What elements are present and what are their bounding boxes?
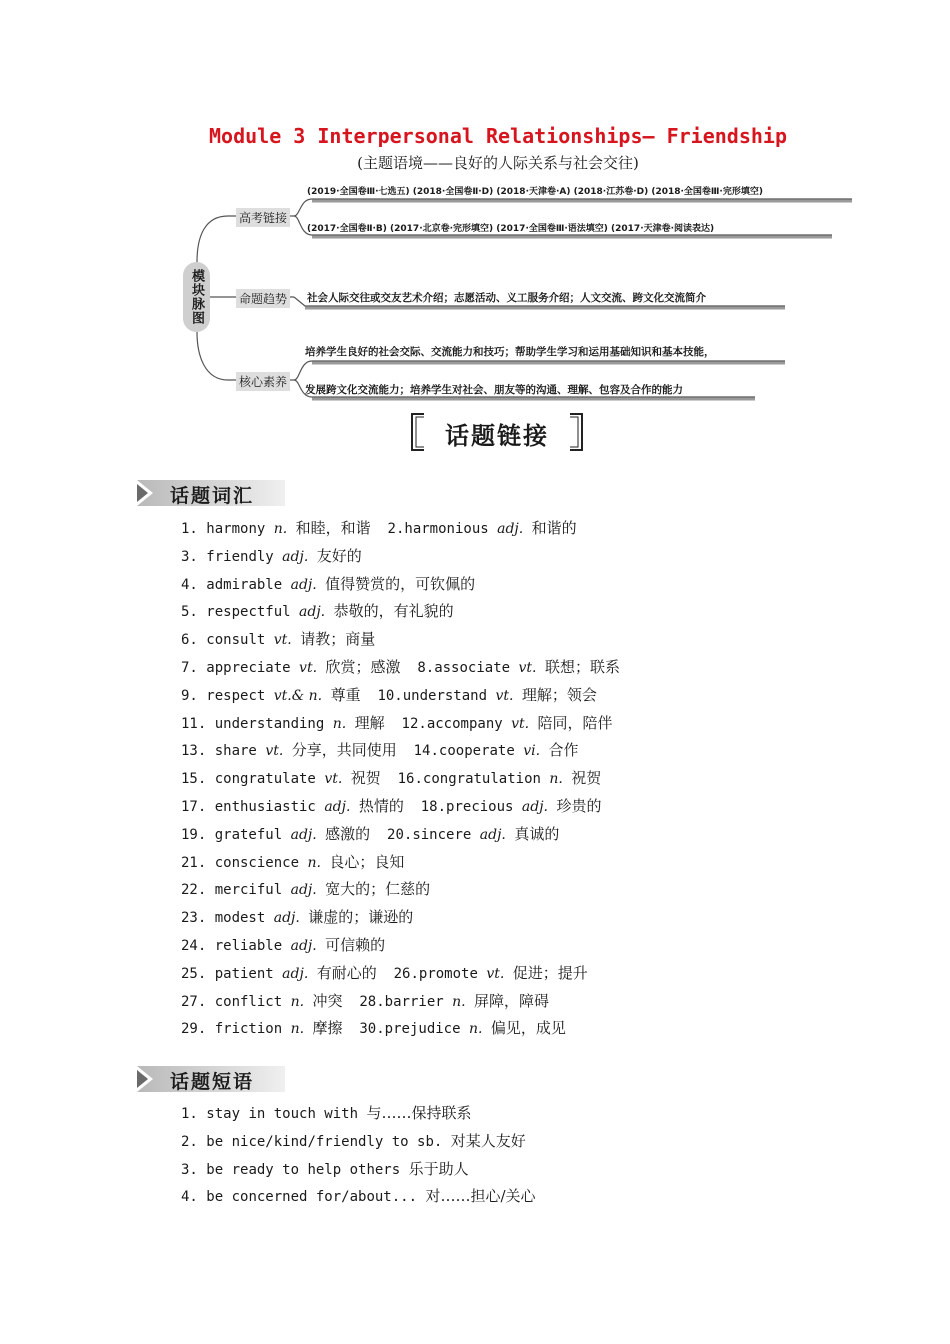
vocab-meaning: 祝贺 [571, 769, 602, 788]
phrase-line [181, 1183, 536, 1211]
vocab-pos: adj. [521, 798, 549, 815]
phrase-line [181, 1128, 536, 1156]
vocab-pos: vt. [511, 715, 530, 732]
vocab-num: 9. [181, 687, 207, 704]
phrase-num: 2. [181, 1133, 207, 1150]
vocab-num: 30. [359, 1021, 385, 1038]
vocab-num: 7. [181, 659, 207, 676]
vocab-meaning: 可信赖的 [325, 935, 386, 954]
phrase-english: be concerned for/about... [206, 1189, 418, 1206]
vocab-num: 5. [181, 604, 207, 621]
vocab-meaning: 联想；联系 [544, 657, 620, 676]
vocab-num: 12. [401, 715, 427, 732]
phrase-num: 4. [181, 1189, 207, 1206]
phrase-english: stay in touch with [206, 1106, 359, 1122]
vocab-pos: adj. [324, 798, 351, 815]
vocab-num: 14. [413, 743, 439, 760]
vocab-pos: n. [452, 993, 466, 1010]
vocab-word: harmony [206, 521, 266, 537]
page-title: Module 3 Interpersonal Relationships— Friendship [209, 124, 787, 148]
vocab-word: grateful [214, 826, 283, 843]
vocab-num: 26. [393, 965, 419, 982]
banner-title: 话题链接 [445, 422, 549, 450]
vocab-meaning: 陪同，陪伴 [537, 713, 613, 732]
vocab-pos: vi. [523, 743, 541, 760]
topic-banner [410, 412, 584, 452]
vocab-pos: vt. [486, 965, 505, 982]
vocab-word: conflict [214, 993, 283, 1010]
vocab-pos: adj. [273, 910, 300, 927]
vocab-pos: n. [273, 521, 288, 537]
vocab-pos: adj. [290, 882, 317, 899]
vocab-pos: vt. [273, 632, 292, 649]
section-header-vocab [137, 480, 285, 506]
page-subtitle: (主题语境——良好的人际关系与社会交往) [357, 154, 639, 172]
vocab-num: 13. [181, 743, 215, 760]
vocab-num: 28. [359, 993, 385, 1010]
vocab-pos: adj. [282, 965, 309, 982]
vocab-meaning: 理解；领会 [521, 685, 597, 704]
mindmap-line: 培养学生良好的社会交际、交流能力和技巧；帮助学生学习和运用基础知识和基本技能， [305, 346, 715, 358]
phrase-english: be nice/kind/friendly to sb. [206, 1133, 443, 1150]
vocab-word: accompany [426, 715, 503, 732]
vocab-pos: adj. [497, 521, 524, 537]
vocab-pos: n. [290, 993, 305, 1010]
vocab-pos: vt. [299, 659, 318, 676]
vocab-num: 15. [181, 771, 215, 788]
vocab-line [181, 876, 620, 904]
vocab-line [181, 598, 620, 626]
vocab-word: harmonious [404, 521, 489, 537]
vocab-pos: vt. [265, 743, 284, 760]
vocab-meaning: 热情的 [358, 796, 404, 815]
vocab-word: associate [434, 659, 511, 676]
vocab-word: modest [214, 910, 266, 927]
vocab-line [181, 515, 620, 543]
vocab-pos: vt. [324, 771, 343, 788]
vocab-meaning: 理解 [354, 713, 385, 732]
vocab-line [181, 765, 620, 793]
vocab-num: 29. [181, 1021, 215, 1038]
vocab-num: 18. [420, 798, 447, 815]
vocab-line [181, 682, 620, 710]
vocab-num: 24. [181, 937, 215, 954]
phrase-meaning: 乐于助人 [408, 1159, 469, 1178]
vocab-word: share [214, 743, 257, 760]
vocab-meaning: 有耐心的 [316, 963, 377, 982]
vocab-meaning: 偏见，成见 [490, 1019, 566, 1038]
vocab-pos: vt. [495, 687, 514, 704]
vocab-word: barrier [384, 993, 444, 1010]
vocab-list [181, 515, 620, 1043]
phrase-num: 3. [181, 1161, 207, 1178]
vocab-pos: n. [307, 854, 321, 871]
vocab-meaning: 请教；商量 [300, 630, 376, 649]
vocab-meaning: 感激的 [325, 824, 371, 843]
vocab-word: congratulate [214, 771, 316, 788]
vocab-line [181, 1015, 620, 1043]
vocab-num: 25. [181, 965, 215, 982]
vocab-word: precious [446, 798, 514, 815]
vocab-word: promote [418, 965, 478, 982]
vocab-meaning: 合作 [548, 741, 579, 760]
phrase-num: 1. [181, 1106, 207, 1122]
vocab-meaning: 尊重 [330, 685, 361, 704]
vocab-meaning: 摩擦 [312, 1019, 343, 1038]
vocab-word: understand [402, 687, 488, 704]
vocab-num: 27. [181, 993, 215, 1010]
vocab-num: 2. [387, 521, 405, 537]
phrase-meaning: 对……担心/关心 [425, 1187, 536, 1206]
vocab-pos: vt. [518, 659, 537, 676]
mindmap-line: 社会人际交往或交友艺术介绍；志愿活动、义工服务介绍；人文交流、跨文化交流简介 [307, 292, 706, 304]
vocab-word: reliable [214, 937, 283, 954]
vocab-meaning: 欣赏；感激 [325, 657, 401, 676]
vocab-num: 19. [181, 826, 215, 843]
phrase-line [181, 1156, 536, 1184]
vocab-num: 23. [181, 910, 215, 927]
vocab-line [181, 960, 620, 988]
phrase-meaning: 与……保持联系 [366, 1104, 472, 1122]
phrase-line [181, 1100, 536, 1128]
mindmap-node-gaokao: 高考链接 [236, 208, 290, 227]
vocab-word: respectful [206, 604, 291, 621]
vocab-meaning: 屏障，障碍 [474, 991, 550, 1010]
vocab-meaning: 友好的 [316, 546, 362, 565]
vocab-meaning: 值得赞赏的，可钦佩的 [325, 574, 476, 593]
vocab-num: 20. [387, 826, 413, 843]
vocab-word: friction [214, 1021, 283, 1038]
vocab-pos: adj. [282, 548, 309, 565]
vocab-meaning: 良心；良知 [329, 852, 405, 871]
mindmap-line: 发展跨文化交流能力；培养学生对社会、朋友等的沟通、理解、包容及合作的能力 [305, 384, 683, 396]
mindmap-root: 模块脉图 [183, 262, 210, 332]
section-title: 话题短语 [170, 1071, 255, 1093]
vocab-num: 6. [181, 632, 207, 649]
vocab-pos: vt.& n. [273, 687, 323, 704]
vocab-meaning: 谦虚的；谦逊的 [308, 908, 414, 927]
vocab-line [181, 626, 620, 654]
vocab-word: congratulation [422, 771, 541, 788]
vocab-word: cooperate [438, 743, 515, 760]
vocab-word: patient [214, 965, 274, 982]
phrase-list [181, 1100, 536, 1211]
vocab-line [181, 932, 620, 960]
vocab-word: friendly [206, 548, 274, 565]
vocab-word: admirable [206, 576, 283, 593]
vocab-line [181, 737, 620, 765]
vocab-meaning: 和睦，和谐 [295, 519, 371, 537]
vocab-num: 16. [397, 771, 423, 788]
arrow-icon [137, 1070, 148, 1088]
vocab-pos: adj. [290, 937, 317, 954]
vocab-pos: n. [468, 1021, 483, 1038]
vocab-meaning: 和谐的 [531, 519, 577, 537]
vocab-line [181, 654, 620, 682]
mindmap-node-trend: 命题趋势 [236, 289, 290, 308]
vocab-meaning: 珍贵的 [556, 796, 602, 815]
mindmap-line: (2017·全国卷Ⅱ·B) (2017·北京卷·完形填空) (2017·全国卷Ⅲ·语法填空) (2017·天津卷·阅读表达) [307, 224, 715, 234]
vocab-meaning: 祝贺 [350, 769, 381, 788]
vocab-word: understanding [214, 715, 325, 732]
vocab-pos: n. [549, 771, 563, 788]
phrase-english: be ready to help others [206, 1161, 401, 1178]
vocab-word: appreciate [206, 659, 291, 676]
mindmap-line: (2019·全国卷Ⅲ·七选五) (2018·全国卷Ⅱ·D) (2018·天津卷·A) (2018·江苏卷·D) (2018·全国卷Ⅲ·完形填空) [307, 187, 763, 197]
vocab-word: conscience [214, 854, 300, 871]
vocab-line [181, 904, 620, 932]
vocab-num: 4. [181, 576, 207, 593]
vocab-word: merciful [214, 882, 283, 899]
vocab-pos: adj. [290, 826, 317, 843]
vocab-meaning: 冲突 [312, 991, 343, 1010]
vocab-num: 17. [181, 798, 215, 815]
vocab-line [181, 710, 620, 738]
vocab-line [181, 793, 620, 821]
vocab-num: 11. [181, 715, 215, 732]
vocab-meaning: 恭敬的，有礼貌的 [333, 602, 454, 621]
vocab-meaning: 促进；提升 [512, 963, 588, 982]
vocab-line [181, 543, 620, 571]
arrow-icon [137, 484, 148, 502]
vocab-num: 3. [181, 548, 207, 565]
vocab-line [181, 571, 620, 599]
vocab-word: enthusiastic [214, 798, 316, 815]
vocab-line [181, 988, 620, 1016]
vocab-num: 21. [181, 854, 215, 871]
section-header-phrases [137, 1066, 285, 1092]
section-title: 话题词汇 [170, 485, 255, 507]
vocab-pos: adj. [299, 604, 326, 621]
vocab-meaning: 分享，共同使用 [291, 741, 397, 760]
vocab-line [181, 849, 620, 877]
vocab-word: consult [206, 632, 266, 649]
vocab-word: prejudice [384, 1021, 461, 1038]
vocab-line [181, 821, 620, 849]
vocab-pos: adj. [290, 576, 317, 593]
vocab-pos: adj. [479, 826, 506, 843]
vocab-pos: n. [290, 1021, 305, 1038]
vocab-meaning: 宽大的；仁慈的 [325, 880, 431, 899]
vocab-num: 22. [181, 882, 215, 899]
vocab-pos: n. [332, 715, 347, 732]
vocab-word: sincere [412, 826, 472, 843]
phrase-meaning: 对某人友好 [450, 1131, 526, 1150]
vocab-word: respect [206, 687, 266, 704]
mindmap-node-core: 核心素养 [236, 372, 290, 391]
vocab-num: 1. [181, 521, 207, 537]
vocab-num: 8. [417, 659, 435, 676]
vocab-meaning: 真诚的 [514, 824, 560, 843]
vocab-num: 10. [377, 687, 403, 704]
